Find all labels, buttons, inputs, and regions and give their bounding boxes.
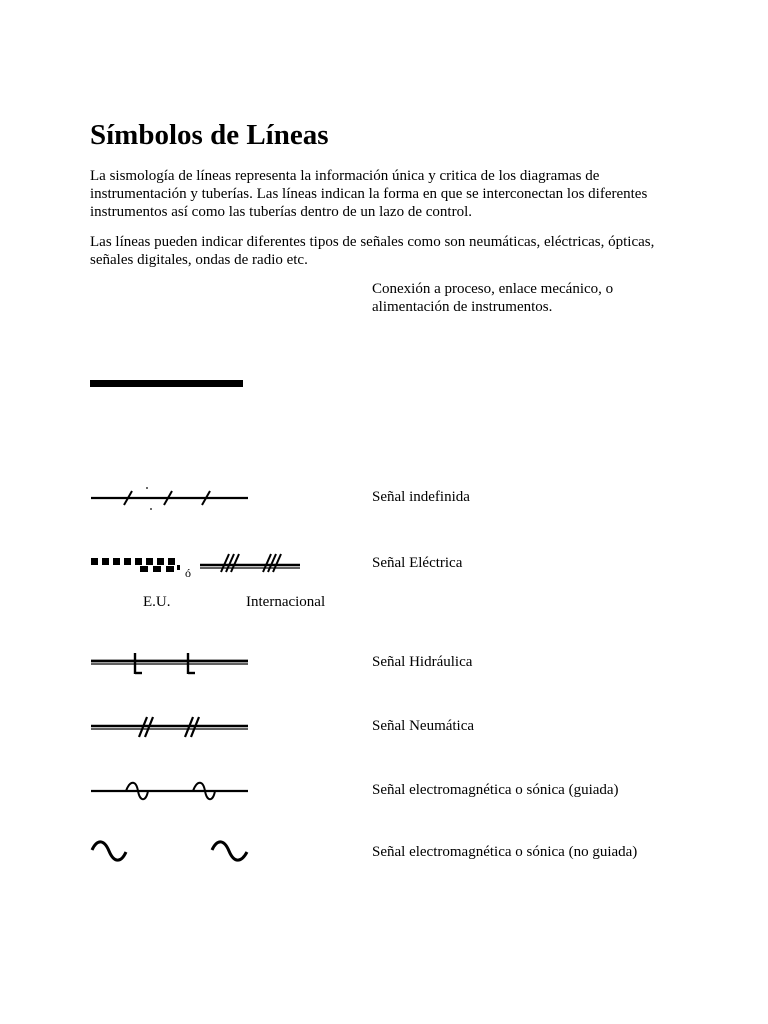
symbol-label-process: Conexión a proceso, enlace mecánico, o alimentación de instrumentos. <box>372 281 614 315</box>
process-line-icon <box>90 378 245 390</box>
sublabel-international: Internacional <box>246 594 326 610</box>
undefined-signal-icon <box>90 484 252 514</box>
sublabel-eu: E.U. <box>143 594 171 610</box>
page-title: Símbolos de Líneas <box>90 119 329 151</box>
em-guided-signal-icon <box>90 778 252 806</box>
pneumatic-signal-icon <box>90 714 252 742</box>
intro-paragraph: La sismología de líneas representa la información única y critica de los diagramas de instrumentación y tuberías. Las líneas indican la forma en que se interconectan los diferentes instrumentos así como las tuberías dentro de un lazo de control. <box>90 168 648 220</box>
symbol-label-em-unguided: Señal electromagnética o sónica (no guiada) <box>372 844 638 860</box>
em-unguided-signal-icon <box>90 838 255 866</box>
symbol-label-hydraulic: Señal Hidráulica <box>372 654 473 670</box>
symbol-label-electric: Señal Eléctrica <box>372 555 463 571</box>
signal-types-paragraph: Las líneas pueden indicar diferentes tipos de señales como son neumáticas, eléctricas, ópticas, señales digitales, ondas de radio etc. <box>90 234 655 268</box>
symbol-label-pneumatic: Señal Neumática <box>372 718 475 734</box>
hydraulic-signal-icon <box>90 650 252 678</box>
symbol-label-undefined: Señal indefinida <box>372 489 470 505</box>
electric-signal-us-icon <box>90 552 305 582</box>
symbol-label-em-guided: Señal electromagnética o sónica (guiada) <box>372 782 619 798</box>
or-separator: ó <box>185 566 191 580</box>
